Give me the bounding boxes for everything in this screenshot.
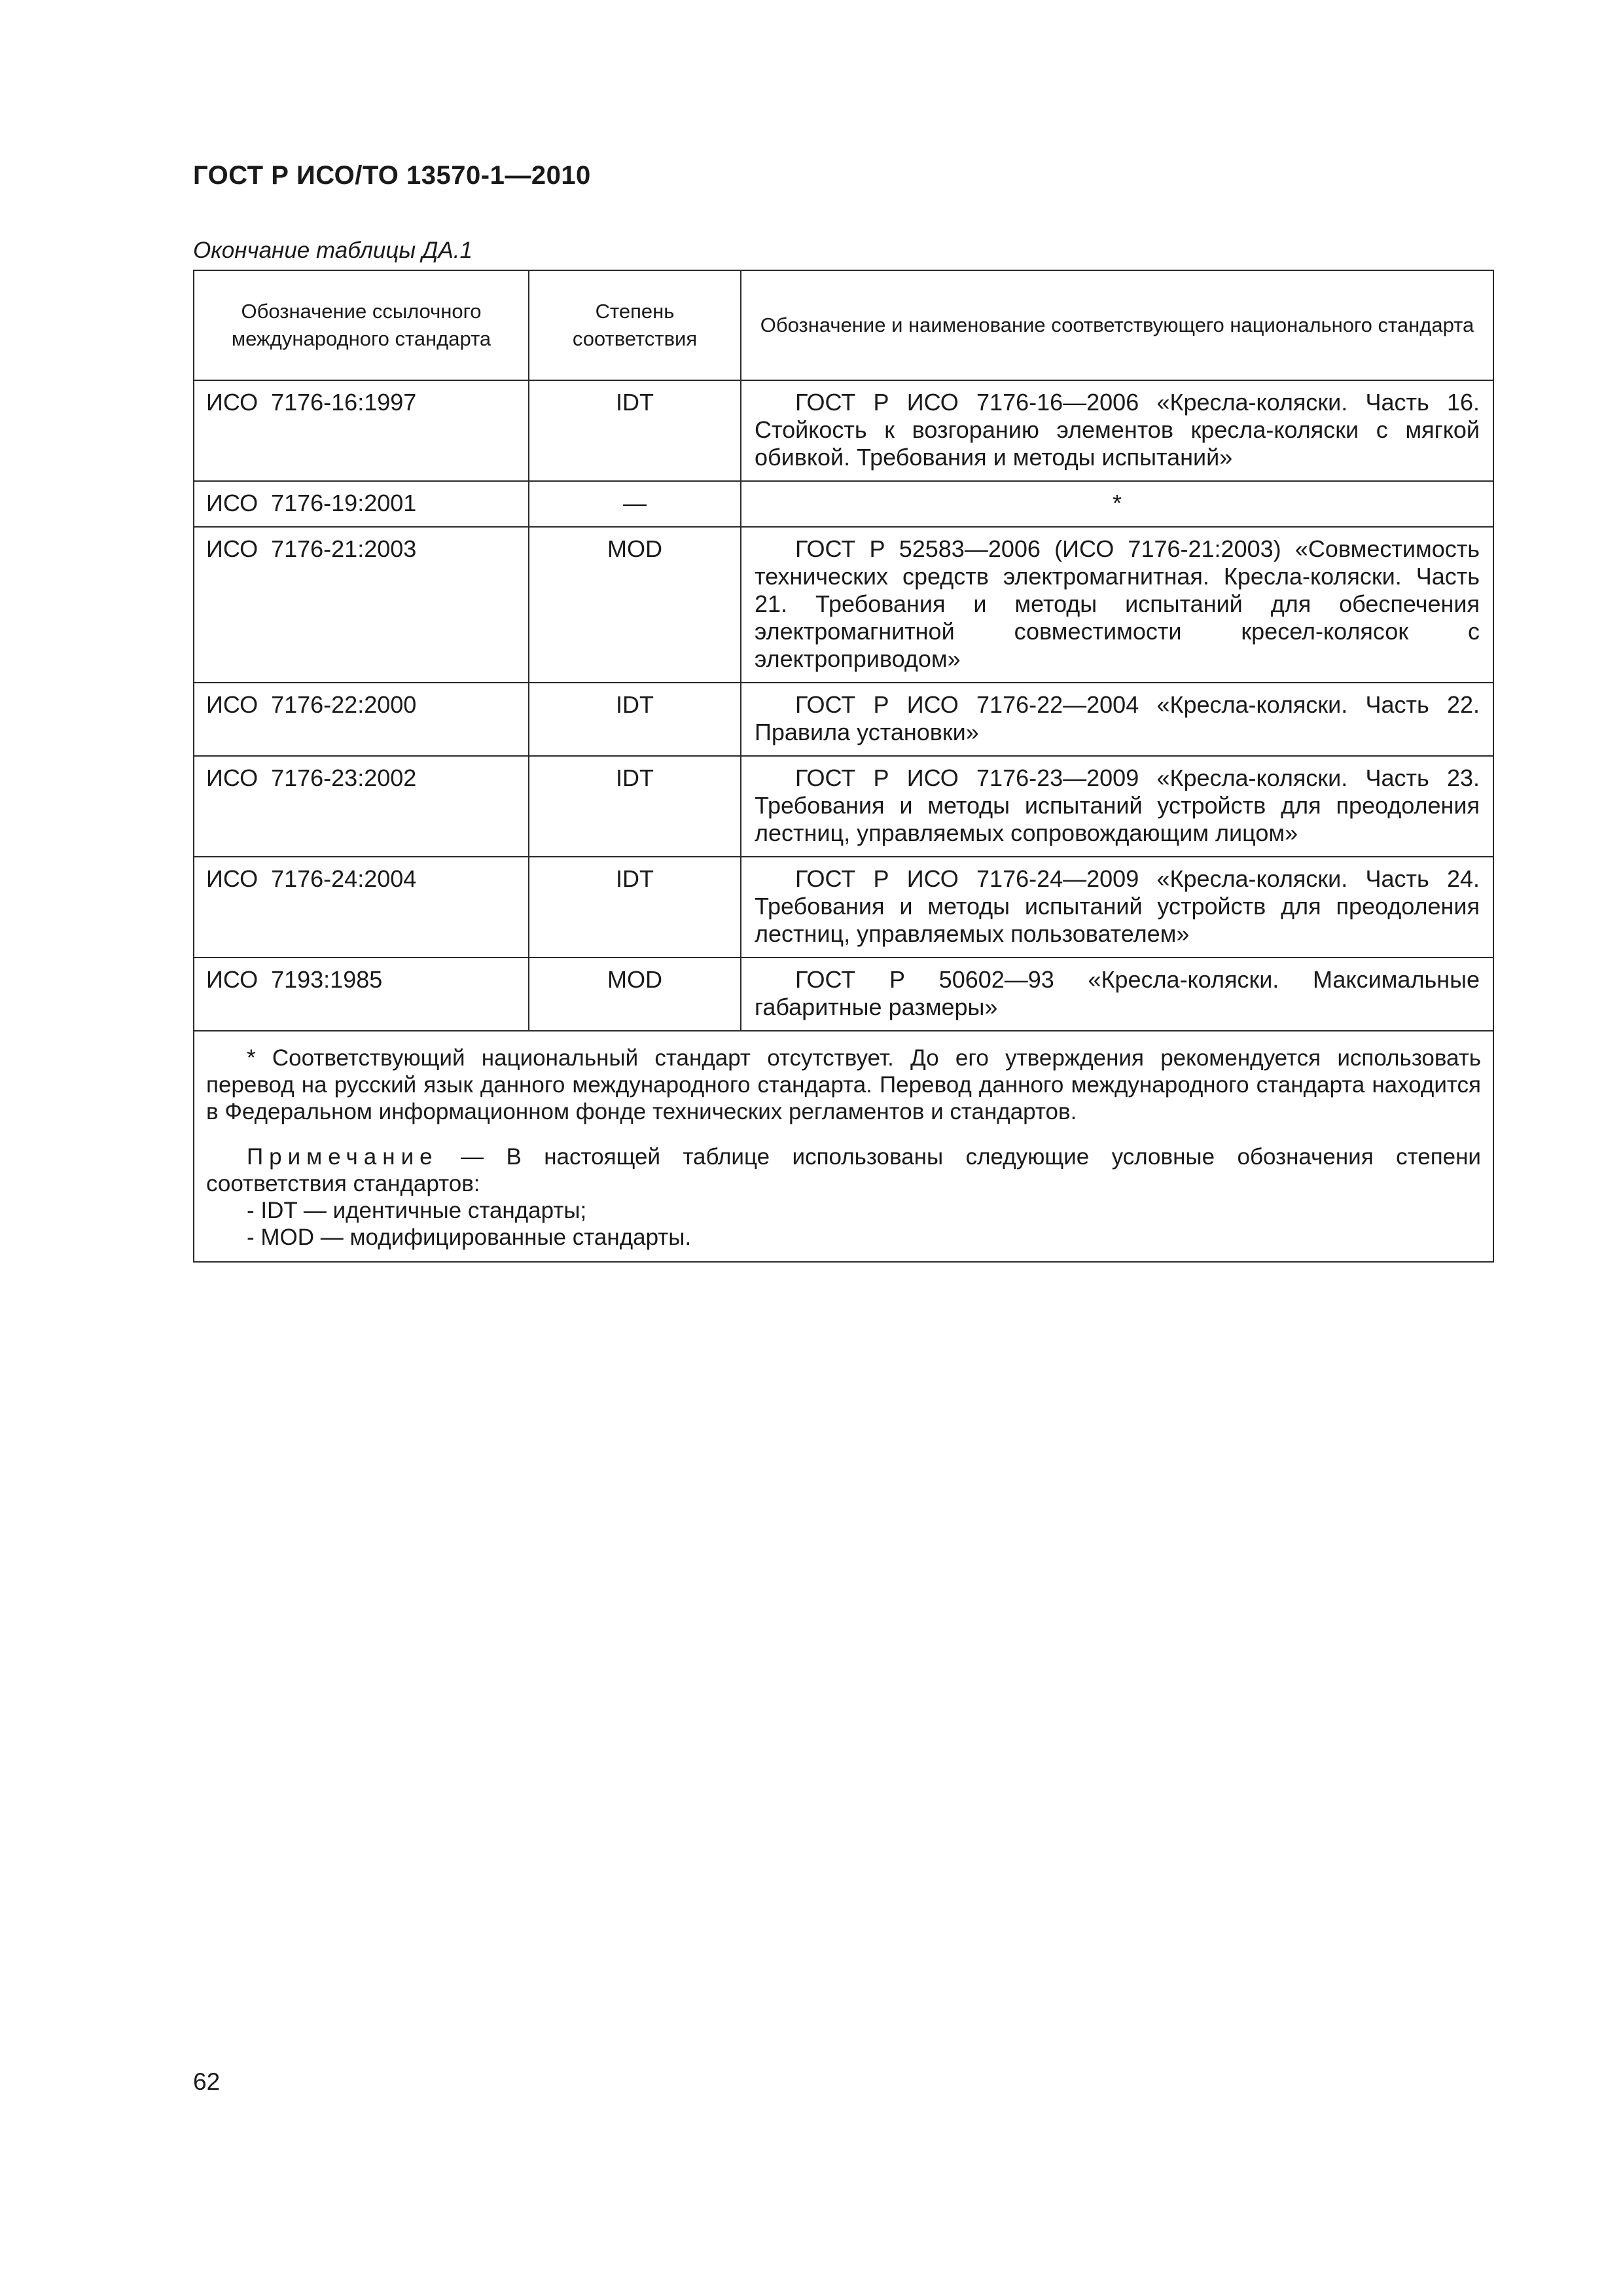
column-header-degree: Степень соответствия bbox=[529, 270, 741, 380]
footnote: * Соответствующий национальный стандарт отсутствует. До его утверждения рекомендуется использовать перевод на русский язык данного международного стандарта. Перевод данного международного стандарта находится в Федеральном информационном фонде технических регламентов и стандартов. bbox=[206, 1045, 1481, 1124]
degree-cell: IDT bbox=[529, 857, 741, 958]
national-standard-cell: ГОСТ Р ИСО 7176-24—2009 «Кресла-коляски. Часть 24. Требования и методы испытаний устройств для преодоления лестниц, управляемых пользователем» bbox=[741, 857, 1493, 958]
table-row bbox=[194, 683, 1493, 756]
degree-cell: IDT bbox=[529, 683, 741, 756]
note-lead: Примечание bbox=[247, 1144, 438, 1170]
note bbox=[206, 1143, 1481, 1197]
iso-standard-cell: ИСО 7193:1985 bbox=[194, 958, 529, 1031]
table-row bbox=[194, 756, 1493, 857]
note-item: - IDT — идентичные стандарты; bbox=[247, 1198, 587, 1223]
iso-standard-cell: ИСО 7176-24:2004 bbox=[194, 857, 529, 958]
table-footer bbox=[194, 1031, 1493, 1262]
iso-standard-cell: ИСО 7176-16:1997 bbox=[194, 380, 529, 481]
table-footer-row bbox=[194, 1031, 1493, 1262]
table-row bbox=[194, 857, 1493, 958]
page-number: 62 bbox=[193, 2068, 221, 2095]
national-standard-cell: ГОСТ Р ИСО 7176-23—2009 «Кресла-коляски. Часть 23. Требования и методы испытаний устройств для преодоления лестниц, управляемых сопровождающим лицом» bbox=[741, 756, 1493, 857]
table-header-row bbox=[194, 270, 1493, 380]
table-row bbox=[194, 958, 1493, 1031]
table-row bbox=[194, 527, 1493, 683]
iso-standard-cell: ИСО 7176-19:2001 bbox=[194, 481, 529, 527]
degree-cell: MOD bbox=[529, 527, 741, 683]
table-row bbox=[194, 481, 1493, 527]
iso-standard-cell: ИСО 7176-22:2000 bbox=[194, 683, 529, 756]
degree-cell: IDT bbox=[529, 380, 741, 481]
national-standard-cell: * bbox=[741, 481, 1493, 527]
note-item: - MOD — модифицированные стандарты. bbox=[247, 1225, 692, 1250]
degree-cell: — bbox=[529, 481, 741, 527]
iso-standard-cell: ИСО 7176-23:2002 bbox=[194, 756, 529, 857]
degree-cell: MOD bbox=[529, 958, 741, 1031]
standards-table bbox=[193, 270, 1494, 1263]
iso-standard-cell: ИСО 7176-21:2003 bbox=[194, 527, 529, 683]
table-caption: Окончание таблицы ДА.1 bbox=[193, 238, 473, 263]
national-standard-cell: ГОСТ Р 52583—2006 (ИСО 7176-21:2003) «Совместимость технических средств электромагнитная. Кресла-коляски. Часть 21. Требования и методы испытаний для обеспечения электромагнитной совместимости кресел-колясок с электроприводом» bbox=[741, 527, 1493, 683]
document-header: ГОСТ Р ИСО/ТО 13570-1—2010 bbox=[193, 161, 591, 190]
national-standard-cell: ГОСТ Р ИСО 7176-16—2006 «Кресла-коляски. Часть 16. Стойкость к возгоранию элементов кресла-коляски с мягкой обивкой. Требования и методы испытаний» bbox=[741, 380, 1493, 481]
column-header-iso: Обозначение ссылочного международного стандарта bbox=[194, 270, 529, 380]
degree-cell: IDT bbox=[529, 756, 741, 857]
column-header-national: Обозначение и наименование соответствующего национального стандарта bbox=[741, 270, 1493, 380]
note-text: — В настоящей таблице использованы следующие условные обозначения степени соответствия стандартов: bbox=[206, 1144, 1481, 1196]
national-standard-cell: ГОСТ Р ИСО 7176-22—2004 «Кресла-коляски. Часть 22. Правила установки» bbox=[741, 683, 1493, 756]
national-standard-cell: ГОСТ Р 50602—93 «Кресла-коляски. Максимальные габаритные размеры» bbox=[741, 958, 1493, 1031]
table-row bbox=[194, 380, 1493, 481]
